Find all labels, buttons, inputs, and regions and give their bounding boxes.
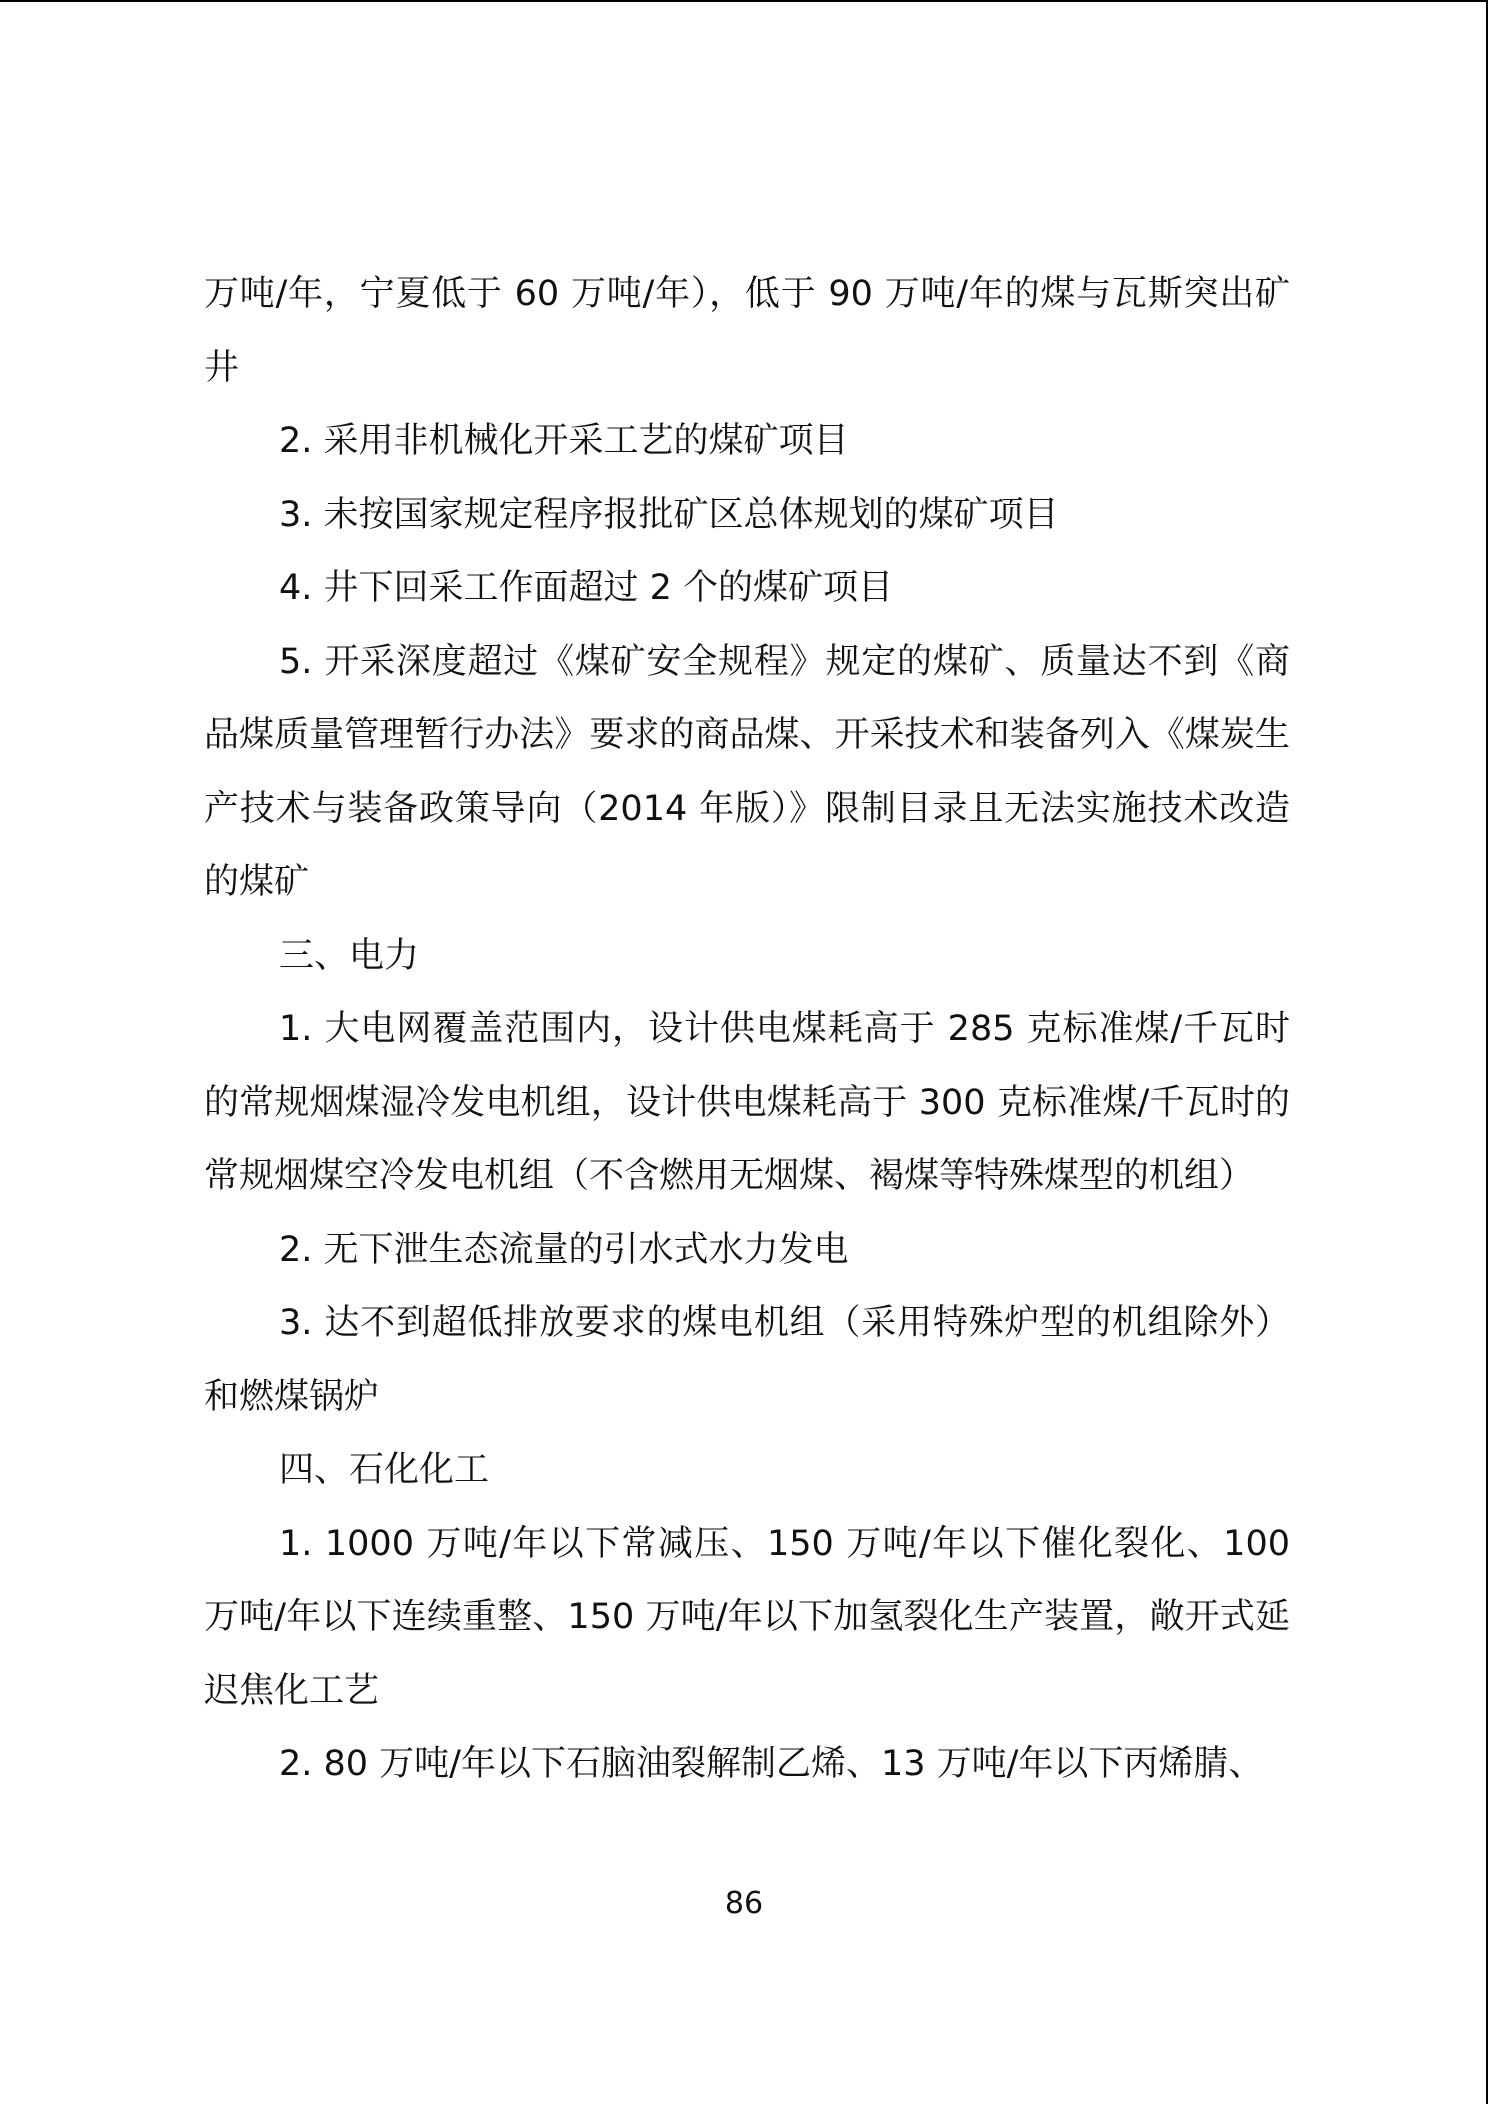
paragraph: 4. 井下回采工作面超过 2 个的煤矿项目 <box>279 568 894 608</box>
paragraph: 3. 未按国家规定程序报批矿区总体规划的煤矿项目 <box>279 494 1059 535</box>
paragraph: 2. 无下泄生态流量的引水式水力发电 <box>279 1229 849 1270</box>
paragraph: 2. 80 万吨/年以下石脑油裂解制乙烯、13 万吨/年以下丙烯腈、 <box>279 1744 1264 1784</box>
paragraph: 2. 采用非机械化开采工艺的煤矿项目 <box>279 421 849 461</box>
paragraph: 万吨/年，宁夏低于 60 万吨/年），低于 90 万吨/年的煤与瓦斯突出矿井 <box>204 274 1290 388</box>
paragraph: 3. 达不到超低排放要求的煤电机组（采用特殊炉型的机组除外）和燃煤锅炉 <box>204 1303 1290 1417</box>
section-heading: 四、石化化工 <box>279 1450 490 1490</box>
paragraph: 1. 大电网覆盖范围内，设计供电煤耗高于 285 克标准煤/千瓦时的常规烟煤湿冷发电机组，设计供电煤耗高于 300 克标准煤/千瓦时的常规烟煤空冷发电机组（不含燃用无烟煤、褐煤等特殊煤型的机组） <box>204 1009 1290 1196</box>
paragraph: 1. 1000 万吨/年以下常减压、150 万吨/年以下催化裂化、100 万吨/年以下连续重整、150 万吨/年以下加氢裂化生产装置，敞开式延迟焦化工艺 <box>204 1523 1290 1711</box>
section-heading: 三、电力 <box>279 935 420 976</box>
paragraph: 5. 开采深度超过《煤矿安全规程》规定的煤矿、质量达不到《商品煤质量管理暂行办法》要求的商品煤、开采技术和装备列入《煤炭生产技术与装备政策导向（2014 年版）》限制目录且无法实施技术改造的煤矿 <box>204 641 1290 902</box>
body-text <box>204 258 1290 1802</box>
page-number: 86 <box>724 1886 764 1921</box>
